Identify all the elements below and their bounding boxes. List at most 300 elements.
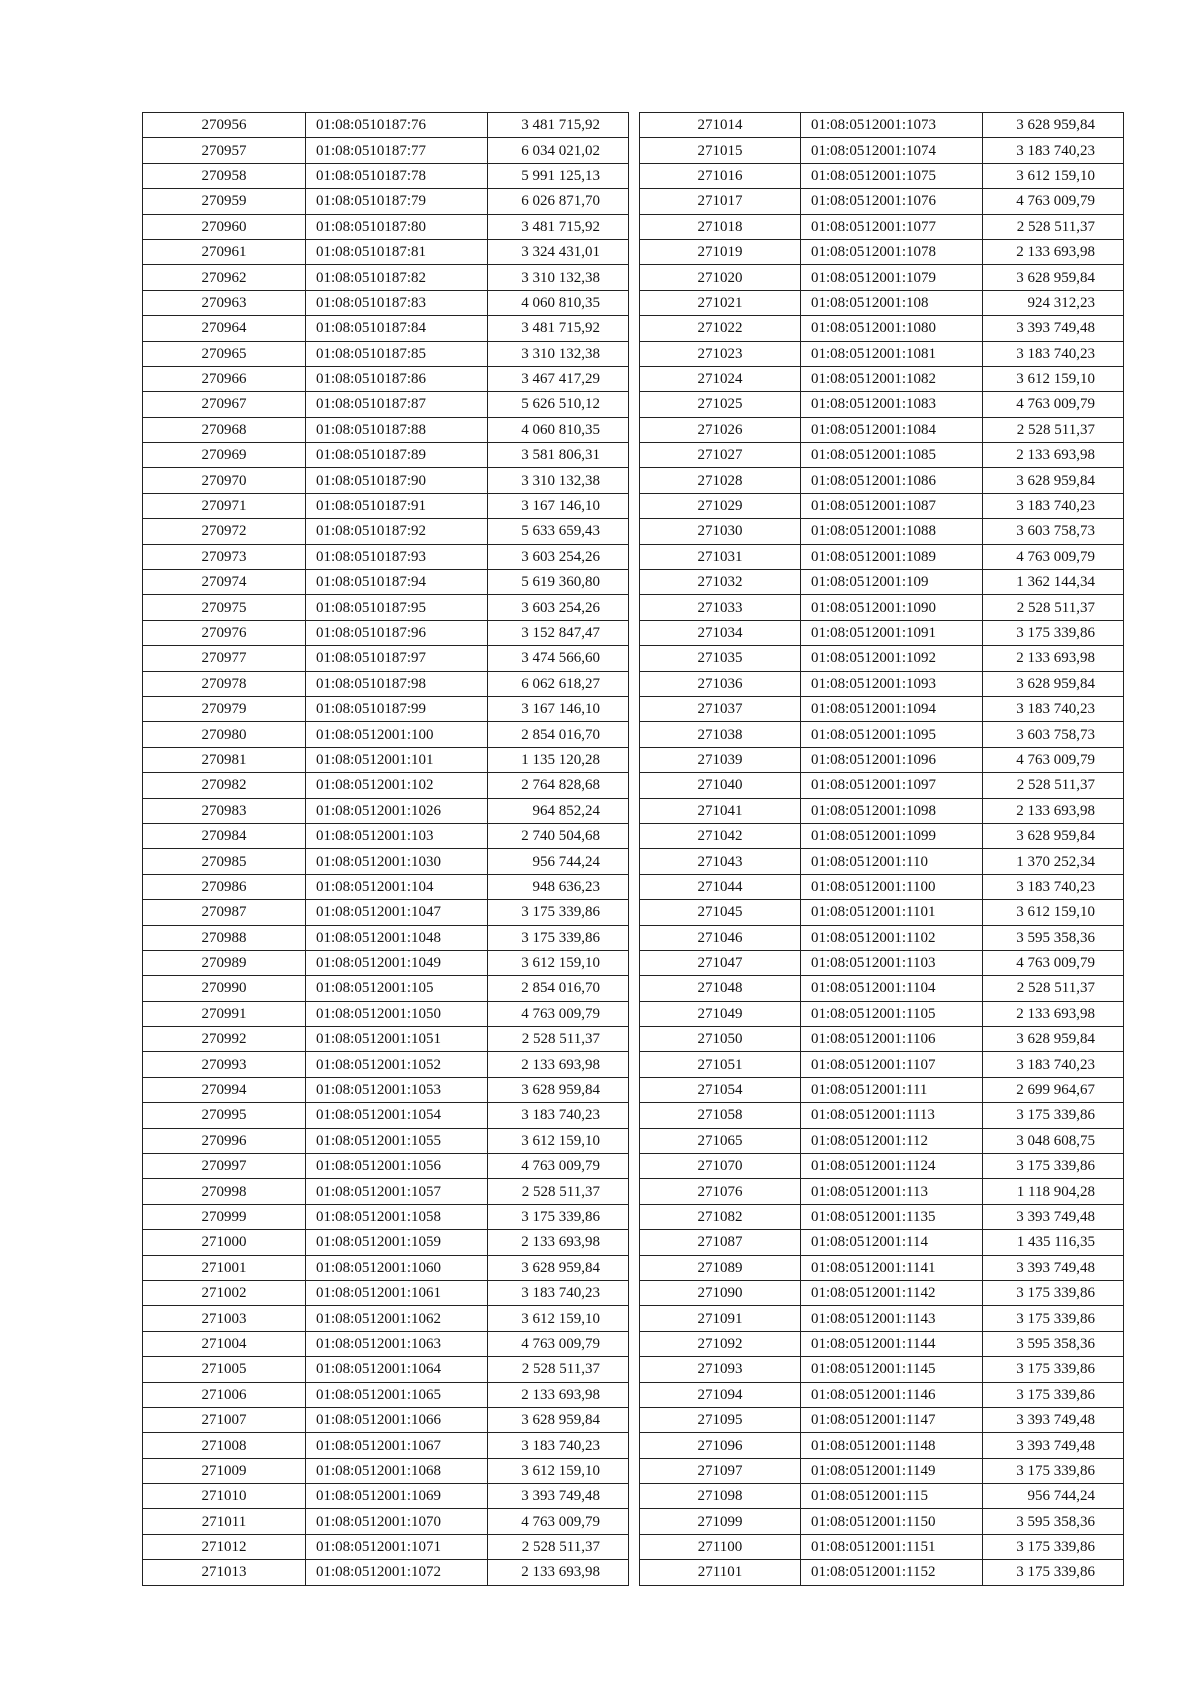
- table-row: [143, 747, 629, 772]
- table-row: [640, 519, 1124, 544]
- row-number: 271013: [143, 1560, 306, 1585]
- table-row: [143, 290, 629, 315]
- row-number: 271014: [640, 113, 801, 138]
- cadastral-value: 3 175 339,86: [983, 620, 1124, 645]
- table-row: [640, 950, 1124, 975]
- cadastral-value: 3 310 132,38: [488, 468, 629, 493]
- row-number: 271054: [640, 1077, 801, 1102]
- cadastral-number: 01:08:0512001:1103: [801, 950, 983, 975]
- table-row: [143, 163, 629, 188]
- row-number: 271021: [640, 290, 801, 315]
- cadastral-number: 01:08:0512001:1030: [306, 849, 488, 874]
- cadastral-number: 01:08:0510187:78: [306, 163, 488, 188]
- cadastral-value: 4 763 009,79: [983, 747, 1124, 772]
- cadastral-number: 01:08:0512001:1147: [801, 1407, 983, 1432]
- cadastral-number: 01:08:0512001:1061: [306, 1280, 488, 1305]
- row-number: 271008: [143, 1433, 306, 1458]
- cadastral-number: 01:08:0512001:1054: [306, 1103, 488, 1128]
- cadastral-number: 01:08:0512001:1146: [801, 1382, 983, 1407]
- table-row: [143, 392, 629, 417]
- cadastral-value: 2 528 511,37: [983, 214, 1124, 239]
- table-row: [143, 468, 629, 493]
- cadastral-number: 01:08:0512001:1142: [801, 1280, 983, 1305]
- cadastral-value: 2 133 693,98: [488, 1560, 629, 1585]
- table-row: [143, 239, 629, 264]
- row-number: 271101: [640, 1560, 801, 1585]
- cadastral-number: 01:08:0510187:92: [306, 519, 488, 544]
- cadastral-number: 01:08:0512001:109: [801, 570, 983, 595]
- row-number: 271019: [640, 239, 801, 264]
- row-number: 270962: [143, 265, 306, 290]
- cadastral-number: 01:08:0510187:77: [306, 138, 488, 163]
- table-row: [143, 1331, 629, 1356]
- cadastral-number: 01:08:0512001:1100: [801, 874, 983, 899]
- table-row: [640, 696, 1124, 721]
- cadastral-number: 01:08:0512001:1071: [306, 1534, 488, 1559]
- table-row: [640, 620, 1124, 645]
- table-row: [640, 443, 1124, 468]
- table-row: [640, 747, 1124, 772]
- table-row: [143, 493, 629, 518]
- table-row: [640, 113, 1124, 138]
- row-number: 270974: [143, 570, 306, 595]
- row-number: 271042: [640, 823, 801, 848]
- cadastral-number: 01:08:0512001:1089: [801, 544, 983, 569]
- table-row: [640, 1103, 1124, 1128]
- cadastral-number: 01:08:0512001:1060: [306, 1255, 488, 1280]
- cadastral-value: 3 628 959,84: [983, 468, 1124, 493]
- table-row: [143, 265, 629, 290]
- cadastral-value: 3 048 608,75: [983, 1128, 1124, 1153]
- row-number: 271022: [640, 316, 801, 341]
- cadastral-value: 3 581 806,31: [488, 443, 629, 468]
- row-number: 271036: [640, 671, 801, 696]
- row-number: 270961: [143, 239, 306, 264]
- row-number: 270970: [143, 468, 306, 493]
- row-number: 271006: [143, 1382, 306, 1407]
- cadastral-value: 956 744,24: [983, 1484, 1124, 1509]
- cadastral-value: 1 362 144,34: [983, 570, 1124, 595]
- table-row: [640, 874, 1124, 899]
- cadastral-value: 2 133 693,98: [983, 646, 1124, 671]
- cadastral-table-right: [639, 112, 1124, 1586]
- row-number: 271023: [640, 341, 801, 366]
- cadastral-value: 6 034 021,02: [488, 138, 629, 163]
- cadastral-value: 3 481 715,92: [488, 316, 629, 341]
- table-row: [640, 1484, 1124, 1509]
- row-number: 270982: [143, 773, 306, 798]
- row-number: 271039: [640, 747, 801, 772]
- row-number: 271076: [640, 1179, 801, 1204]
- cadastral-number: 01:08:0512001:1135: [801, 1204, 983, 1229]
- row-number: 271046: [640, 925, 801, 950]
- cadastral-value: 1 370 252,34: [983, 849, 1124, 874]
- table-row: [143, 696, 629, 721]
- cadastral-number: 01:08:0510187:86: [306, 366, 488, 391]
- cadastral-value: 3 603 254,26: [488, 595, 629, 620]
- cadastral-number: 01:08:0512001:1087: [801, 493, 983, 518]
- table-row: [143, 1179, 629, 1204]
- row-number: 270987: [143, 900, 306, 925]
- cadastral-number: 01:08:0512001:1050: [306, 1001, 488, 1026]
- cadastral-value: 3 175 339,86: [488, 1204, 629, 1229]
- cadastral-number: 01:08:0512001:1074: [801, 138, 983, 163]
- cadastral-value: 3 595 358,36: [983, 1509, 1124, 1534]
- row-number: 270956: [143, 113, 306, 138]
- cadastral-value: 2 133 693,98: [488, 1230, 629, 1255]
- cadastral-value: 3 628 959,84: [488, 1407, 629, 1432]
- table-row: [143, 341, 629, 366]
- cadastral-number: 01:08:0512001:1107: [801, 1052, 983, 1077]
- table-row: [640, 1534, 1124, 1559]
- row-number: 271026: [640, 417, 801, 442]
- cadastral-value: 4 763 009,79: [488, 1154, 629, 1179]
- cadastral-number: 01:08:0510187:94: [306, 570, 488, 595]
- cadastral-value: 3 628 959,84: [983, 265, 1124, 290]
- row-number: 271030: [640, 519, 801, 544]
- cadastral-value: 2 764 828,68: [488, 773, 629, 798]
- cadastral-number: 01:08:0510187:97: [306, 646, 488, 671]
- cadastral-number: 01:08:0510187:79: [306, 189, 488, 214]
- cadastral-value: 3 175 339,86: [983, 1357, 1124, 1382]
- table-row: [143, 1458, 629, 1483]
- cadastral-number: 01:08:0510187:88: [306, 417, 488, 442]
- cadastral-number: 01:08:0512001:1151: [801, 1534, 983, 1559]
- cadastral-number: 01:08:0512001:1070: [306, 1509, 488, 1534]
- cadastral-value: 3 612 159,10: [983, 163, 1124, 188]
- table-row: [143, 1204, 629, 1229]
- cadastral-number: 01:08:0510187:98: [306, 671, 488, 696]
- row-number: 271009: [143, 1458, 306, 1483]
- table-row: [143, 620, 629, 645]
- table-row: [640, 570, 1124, 595]
- cadastral-value: 3 175 339,86: [488, 925, 629, 950]
- cadastral-value: 3 612 159,10: [488, 1128, 629, 1153]
- table-row: [143, 1077, 629, 1102]
- cadastral-value: 3 612 159,10: [983, 900, 1124, 925]
- row-number: 270981: [143, 747, 306, 772]
- cadastral-value: 948 636,23: [488, 874, 629, 899]
- cadastral-value: 3 183 740,23: [983, 138, 1124, 163]
- cadastral-number: 01:08:0512001:1144: [801, 1331, 983, 1356]
- cadastral-value: 3 175 339,86: [983, 1382, 1124, 1407]
- row-number: 270965: [143, 341, 306, 366]
- cadastral-number: 01:08:0510187:82: [306, 265, 488, 290]
- cadastral-number: 01:08:0512001:1093: [801, 671, 983, 696]
- table-row: [640, 823, 1124, 848]
- cadastral-value: 3 310 132,38: [488, 265, 629, 290]
- cadastral-number: 01:08:0512001:1091: [801, 620, 983, 645]
- row-number: 271047: [640, 950, 801, 975]
- cadastral-number: 01:08:0512001:1079: [801, 265, 983, 290]
- cadastral-number: 01:08:0512001:1065: [306, 1382, 488, 1407]
- row-number: 270979: [143, 696, 306, 721]
- row-number: 271048: [640, 976, 801, 1001]
- row-number: 271090: [640, 1280, 801, 1305]
- row-number: 271082: [640, 1204, 801, 1229]
- table-row: [143, 519, 629, 544]
- cadastral-value: 2 854 016,70: [488, 976, 629, 1001]
- row-number: 270975: [143, 595, 306, 620]
- row-number: 270993: [143, 1052, 306, 1077]
- table-row: [640, 1509, 1124, 1534]
- cadastral-number: 01:08:0512001:1148: [801, 1433, 983, 1458]
- cadastral-number: 01:08:0512001:1086: [801, 468, 983, 493]
- cadastral-value: 3 603 758,73: [983, 519, 1124, 544]
- cadastral-value: 3 612 159,10: [983, 366, 1124, 391]
- cadastral-number: 01:08:0512001:1066: [306, 1407, 488, 1432]
- cadastral-value: 2 528 511,37: [983, 417, 1124, 442]
- cadastral-value: 3 175 339,86: [983, 1534, 1124, 1559]
- cadastral-number: 01:08:0512001:1080: [801, 316, 983, 341]
- cadastral-value: 4 763 009,79: [488, 1509, 629, 1534]
- cadastral-value: 3 183 740,23: [488, 1433, 629, 1458]
- cadastral-value: 4 763 009,79: [983, 189, 1124, 214]
- cadastral-value: 2 133 693,98: [983, 1001, 1124, 1026]
- cadastral-number: 01:08:0510187:93: [306, 544, 488, 569]
- table-row: [143, 900, 629, 925]
- table-row: [640, 925, 1124, 950]
- table-row: [143, 1560, 629, 1585]
- table-row: [640, 1331, 1124, 1356]
- row-number: 271038: [640, 722, 801, 747]
- table-row: [143, 189, 629, 214]
- table-row: [143, 671, 629, 696]
- cadastral-number: 01:08:0512001:1101: [801, 900, 983, 925]
- row-number: 271000: [143, 1230, 306, 1255]
- row-number: 271028: [640, 468, 801, 493]
- cadastral-number: 01:08:0512001:1099: [801, 823, 983, 848]
- cadastral-number: 01:08:0512001:113: [801, 1179, 983, 1204]
- row-number: 271051: [640, 1052, 801, 1077]
- row-number: 271003: [143, 1306, 306, 1331]
- table-row: [640, 417, 1124, 442]
- cadastral-number: 01:08:0512001:1048: [306, 925, 488, 950]
- cadastral-number: 01:08:0512001:1062: [306, 1306, 488, 1331]
- cadastral-number: 01:08:0512001:1056: [306, 1154, 488, 1179]
- table-row: [640, 1027, 1124, 1052]
- cadastral-number: 01:08:0512001:105: [306, 976, 488, 1001]
- row-number: 270996: [143, 1128, 306, 1153]
- row-number: 271002: [143, 1280, 306, 1305]
- cadastral-number: 01:08:0512001:102: [306, 773, 488, 798]
- cadastral-number: 01:08:0512001:1069: [306, 1484, 488, 1509]
- table-row: [640, 798, 1124, 823]
- table-row: [143, 214, 629, 239]
- cadastral-value: 4 763 009,79: [488, 1001, 629, 1026]
- table-row: [143, 798, 629, 823]
- table-row: [640, 265, 1124, 290]
- table-row: [143, 1027, 629, 1052]
- cadastral-number: 01:08:0512001:1052: [306, 1052, 488, 1077]
- cadastral-value: 3 310 132,38: [488, 341, 629, 366]
- table-row: [640, 722, 1124, 747]
- table-row: [143, 1255, 629, 1280]
- table-row: [640, 163, 1124, 188]
- cadastral-value: 3 612 159,10: [488, 950, 629, 975]
- row-number: 271011: [143, 1509, 306, 1534]
- cadastral-value: 3 324 431,01: [488, 239, 629, 264]
- cadastral-value: 3 175 339,86: [488, 900, 629, 925]
- table-row: [143, 1382, 629, 1407]
- cadastral-value: 3 393 749,48: [983, 316, 1124, 341]
- table-row: [143, 950, 629, 975]
- row-number: 271096: [640, 1433, 801, 1458]
- cadastral-number: 01:08:0512001:1097: [801, 773, 983, 798]
- row-number: 271050: [640, 1027, 801, 1052]
- row-number: 271097: [640, 1458, 801, 1483]
- cadastral-value: 3 481 715,92: [488, 214, 629, 239]
- cadastral-value: 3 481 715,92: [488, 113, 629, 138]
- cadastral-value: 3 167 146,10: [488, 493, 629, 518]
- cadastral-value: 3 175 339,86: [983, 1306, 1124, 1331]
- cadastral-value: 5 619 360,80: [488, 570, 629, 595]
- cadastral-value: 3 183 740,23: [983, 341, 1124, 366]
- row-number: 270972: [143, 519, 306, 544]
- row-number: 271098: [640, 1484, 801, 1509]
- table-row: [640, 1154, 1124, 1179]
- cadastral-number: 01:08:0510187:99: [306, 696, 488, 721]
- cadastral-number: 01:08:0512001:1026: [306, 798, 488, 823]
- table-row: [143, 1103, 629, 1128]
- table-row: [640, 138, 1124, 163]
- cadastral-number: 01:08:0512001:1149: [801, 1458, 983, 1483]
- cadastral-number: 01:08:0512001:1124: [801, 1154, 983, 1179]
- row-number: 271045: [640, 900, 801, 925]
- cadastral-number: 01:08:0512001:1073: [801, 113, 983, 138]
- cadastral-number: 01:08:0510187:83: [306, 290, 488, 315]
- cadastral-value: 3 628 959,84: [983, 113, 1124, 138]
- cadastral-value: 3 467 417,29: [488, 366, 629, 391]
- cadastral-number: 01:08:0512001:1076: [801, 189, 983, 214]
- cadastral-number: 01:08:0512001:1098: [801, 798, 983, 823]
- cadastral-value: 3 167 146,10: [488, 696, 629, 721]
- cadastral-value: 956 744,24: [488, 849, 629, 874]
- table-row: [143, 1509, 629, 1534]
- cadastral-value: 3 183 740,23: [983, 696, 1124, 721]
- cadastral-value: 2 133 693,98: [488, 1382, 629, 1407]
- row-number: 271091: [640, 1306, 801, 1331]
- row-number: 271070: [640, 1154, 801, 1179]
- table-row: [143, 417, 629, 442]
- row-number: 271004: [143, 1331, 306, 1356]
- table-row: [640, 1458, 1124, 1483]
- table-row: [640, 468, 1124, 493]
- cadastral-number: 01:08:0512001:1051: [306, 1027, 488, 1052]
- cadastral-number: 01:08:0512001:1095: [801, 722, 983, 747]
- table-row: [640, 1382, 1124, 1407]
- row-number: 271001: [143, 1255, 306, 1280]
- table-row: [143, 570, 629, 595]
- table-row: [640, 1204, 1124, 1229]
- row-number: 271043: [640, 849, 801, 874]
- row-number: 270968: [143, 417, 306, 442]
- table-row: [640, 646, 1124, 671]
- row-number: 271031: [640, 544, 801, 569]
- cadastral-value: 3 603 758,73: [983, 722, 1124, 747]
- cadastral-number: 01:08:0512001:115: [801, 1484, 983, 1509]
- cadastral-value: 3 175 339,86: [983, 1280, 1124, 1305]
- row-number: 271024: [640, 366, 801, 391]
- cadastral-value: 3 175 339,86: [983, 1103, 1124, 1128]
- cadastral-number: 01:08:0512001:1106: [801, 1027, 983, 1052]
- cadastral-number: 01:08:0512001:108: [801, 290, 983, 315]
- row-number: 271027: [640, 443, 801, 468]
- table-row: [640, 1230, 1124, 1255]
- row-number: 270967: [143, 392, 306, 417]
- row-number: 271012: [143, 1534, 306, 1559]
- table-row: [640, 849, 1124, 874]
- cadastral-number: 01:08:0512001:1090: [801, 595, 983, 620]
- row-number: 271032: [640, 570, 801, 595]
- table-row: [143, 443, 629, 468]
- cadastral-value: 1 435 116,35: [983, 1230, 1124, 1255]
- table-row: [143, 1484, 629, 1509]
- table-row: [640, 1255, 1124, 1280]
- table-row: [640, 1357, 1124, 1382]
- row-number: 271029: [640, 493, 801, 518]
- cadastral-number: 01:08:0510187:84: [306, 316, 488, 341]
- row-number: 271018: [640, 214, 801, 239]
- cadastral-number: 01:08:0512001:1092: [801, 646, 983, 671]
- cadastral-number: 01:08:0512001:103: [306, 823, 488, 848]
- cadastral-value: 3 393 749,48: [983, 1255, 1124, 1280]
- cadastral-value: 964 852,24: [488, 798, 629, 823]
- row-number: 270971: [143, 493, 306, 518]
- cadastral-value: 4 060 810,35: [488, 417, 629, 442]
- cadastral-number: 01:08:0510187:89: [306, 443, 488, 468]
- cadastral-number: 01:08:0512001:1078: [801, 239, 983, 264]
- cadastral-value: 3 175 339,86: [983, 1560, 1124, 1585]
- row-number: 270978: [143, 671, 306, 696]
- cadastral-number: 01:08:0512001:112: [801, 1128, 983, 1153]
- row-number: 271095: [640, 1407, 801, 1432]
- cadastral-value: 3 183 740,23: [983, 493, 1124, 518]
- cadastral-value: 3 183 740,23: [488, 1103, 629, 1128]
- row-number: 271016: [640, 163, 801, 188]
- row-number: 271040: [640, 773, 801, 798]
- cadastral-value: 3 628 959,84: [983, 1027, 1124, 1052]
- cadastral-number: 01:08:0510187:76: [306, 113, 488, 138]
- cadastral-number: 01:08:0512001:111: [801, 1077, 983, 1102]
- cadastral-value: 2 528 511,37: [983, 595, 1124, 620]
- cadastral-value: 3 603 254,26: [488, 544, 629, 569]
- table-row: [143, 976, 629, 1001]
- row-number: 271093: [640, 1357, 801, 1382]
- table-row: [640, 900, 1124, 925]
- table-row: [640, 1560, 1124, 1585]
- row-number: 271005: [143, 1357, 306, 1382]
- table-row: [143, 849, 629, 874]
- cadastral-value: 3 183 740,23: [983, 1052, 1124, 1077]
- cadastral-number: 01:08:0512001:1064: [306, 1357, 488, 1382]
- table-row: [640, 1407, 1124, 1432]
- row-number: 270991: [143, 1001, 306, 1026]
- cadastral-number: 01:08:0512001:110: [801, 849, 983, 874]
- cadastral-number: 01:08:0512001:1150: [801, 1509, 983, 1534]
- row-number: 271037: [640, 696, 801, 721]
- cadastral-number: 01:08:0512001:1072: [306, 1560, 488, 1585]
- table-row: [640, 239, 1124, 264]
- cadastral-value: 2 854 016,70: [488, 722, 629, 747]
- cadastral-value: 3 628 959,84: [983, 671, 1124, 696]
- cadastral-value: 2 133 693,98: [983, 443, 1124, 468]
- cadastral-value: 3 175 339,86: [983, 1458, 1124, 1483]
- cadastral-value: 3 183 740,23: [983, 874, 1124, 899]
- row-number: 270998: [143, 1179, 306, 1204]
- cadastral-number: 01:08:0512001:1047: [306, 900, 488, 925]
- cadastral-value: 3 595 358,36: [983, 925, 1124, 950]
